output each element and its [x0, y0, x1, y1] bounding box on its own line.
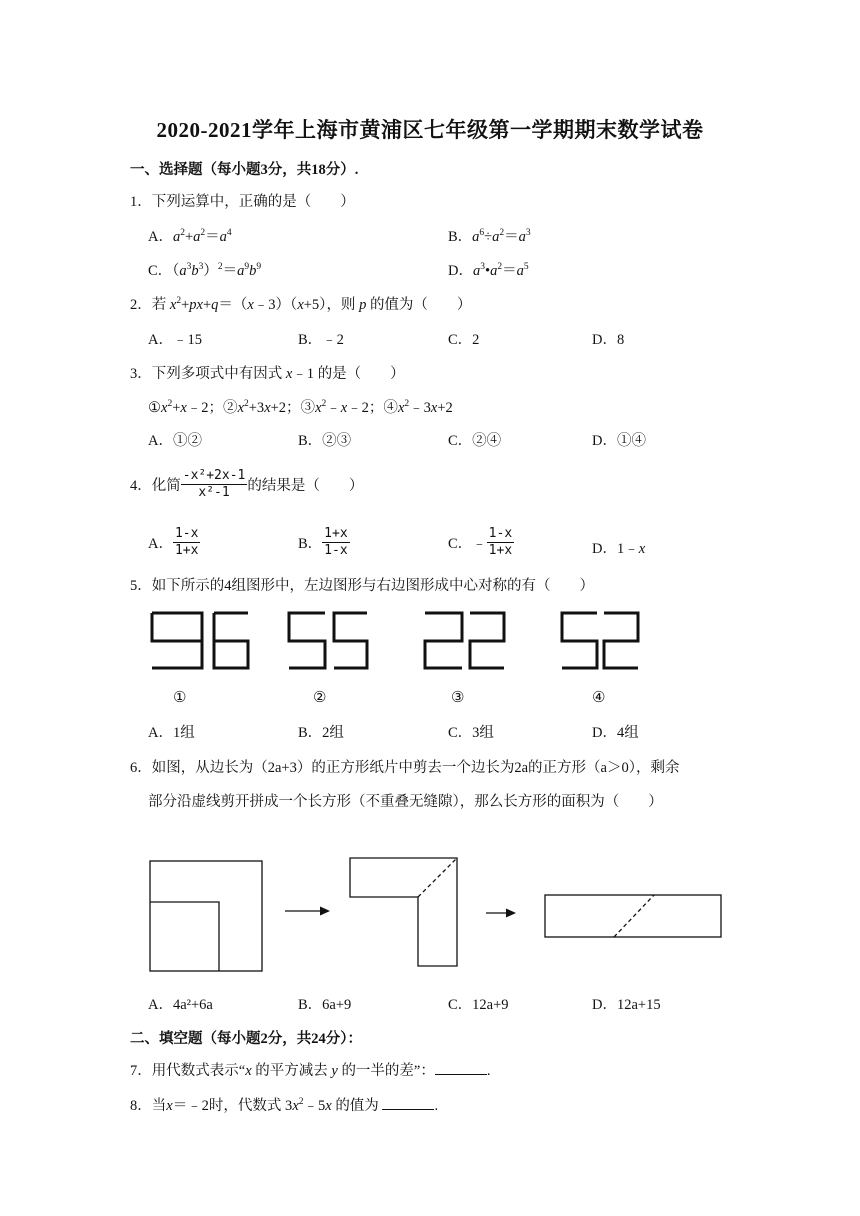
- q1-option-d: D．$a^3•a^2=a^5$: [448, 262, 529, 279]
- q1-option-b: B．$a^6\div a^2=a^3$: [448, 228, 531, 245]
- q1-option-c: C．$(a^3b^3)^2=a^9b^9$: [148, 262, 262, 279]
- l-shape: [350, 858, 457, 966]
- q4-option-a: A． $\frac{1-x}{1+x}$: [148, 526, 199, 558]
- q6-option-a: A．4a²+6a: [148, 997, 213, 1013]
- q5-label-3: ③: [451, 690, 465, 706]
- q3-option-c: C．②④: [448, 433, 502, 449]
- q5-label-2: ②: [313, 690, 327, 706]
- q4-option-c: C．﹣ $\frac{1-x}{1+x}$: [448, 526, 513, 558]
- question-1-stem: 1．下列运算中，正确的是（ ）: [130, 194, 355, 210]
- q6-option-d: D．12a+15: [592, 997, 661, 1013]
- question-6-line-1: 6．如图，从边长为（2a+3）的正方形纸片中剪去一个边长为2a的正方形（a＞0），剩余: [130, 760, 680, 776]
- q5-label-4: ④: [592, 690, 606, 706]
- q2-option-c: C．2: [448, 332, 480, 348]
- q3-option-a: A．①②: [148, 433, 202, 449]
- q7-answer-blank[interactable]: [435, 1062, 487, 1075]
- question-5-stem: 5．如下所示的4组图形中，左边图形与右边图形成中心对称的有（ ）: [130, 578, 594, 594]
- q6-option-c: C．12a+9: [448, 997, 509, 1013]
- q4-option-d: D．1﹣x: [592, 541, 646, 557]
- q4-option-b: B． $\frac{1+x}{1-x}$: [298, 526, 348, 558]
- q2-option-d: D．8: [592, 332, 625, 348]
- q3-option-d: D．①④: [592, 433, 646, 449]
- q5-option-a: A．1组: [148, 725, 195, 741]
- q2-option-a: A．﹣15: [148, 332, 202, 348]
- q4-main-fraction: $\frac{\text{-x²+2x-1}}{\text{x²-1}}$: [182, 468, 246, 500]
- question-4-stem: 4．化简 $\frac{\text{-x²+2x-1}}{\text{x²-1}}$ 的结果是（ ）: [130, 468, 364, 500]
- q5-option-b: B．2组: [298, 725, 344, 741]
- page-title: 2020-2021学年上海市黄浦区七年级第一学期期末数学试卷: [156, 118, 704, 142]
- l-shape-cut-line: [418, 858, 457, 897]
- q2-option-b: B．﹣2: [298, 332, 344, 348]
- q5-option-c: C．3组: [448, 725, 494, 741]
- question-3-stem: 3．下列多项式中有因式 x﹣1 的是（ ）: [130, 366, 405, 382]
- q3-polynomial-list: $①x^2+x﹣2$；$②x^2+3x+2$；$③x^2﹣x﹣2$；$④x^2﹣3x+2$: [148, 399, 453, 416]
- q8-answer-blank[interactable]: [382, 1097, 434, 1110]
- rectangle-cut-line: [614, 895, 654, 937]
- q5-option-d: D．4组: [592, 725, 639, 741]
- q6-option-b: B．6a+9: [298, 997, 352, 1013]
- outer-square: [150, 861, 262, 971]
- q5-label-1: ①: [173, 690, 187, 706]
- section-1-heading: 一、选择题（每小题3分，共18分）.: [130, 162, 359, 178]
- question-6-line-2: 部分沿虚线剪开拼成一个长方形（不重叠无缝隙），那么长方形的面积为（ ）: [148, 794, 663, 810]
- question-8: 8．当x＝﹣2时，代数式 $3x^2﹣5x$ 的值为 .: [130, 1097, 439, 1114]
- question-2-stem: 2．若 $x^2+px+q=(x﹣3)(x+5)$，则 p 的值为（ ）: [130, 296, 472, 313]
- question-7: 7．用代数式表示“x 的平方减去 y 的一半的差”： .: [130, 1063, 491, 1079]
- inner-square: [150, 902, 219, 971]
- section-2-heading: 二、填空题（每小题2分，共24分）：: [130, 1031, 362, 1047]
- q3-option-b: B．②③: [298, 433, 352, 449]
- result-rectangle: [545, 895, 721, 937]
- q1-option-a: A．$a^2+a^2=a^4$: [148, 228, 232, 245]
